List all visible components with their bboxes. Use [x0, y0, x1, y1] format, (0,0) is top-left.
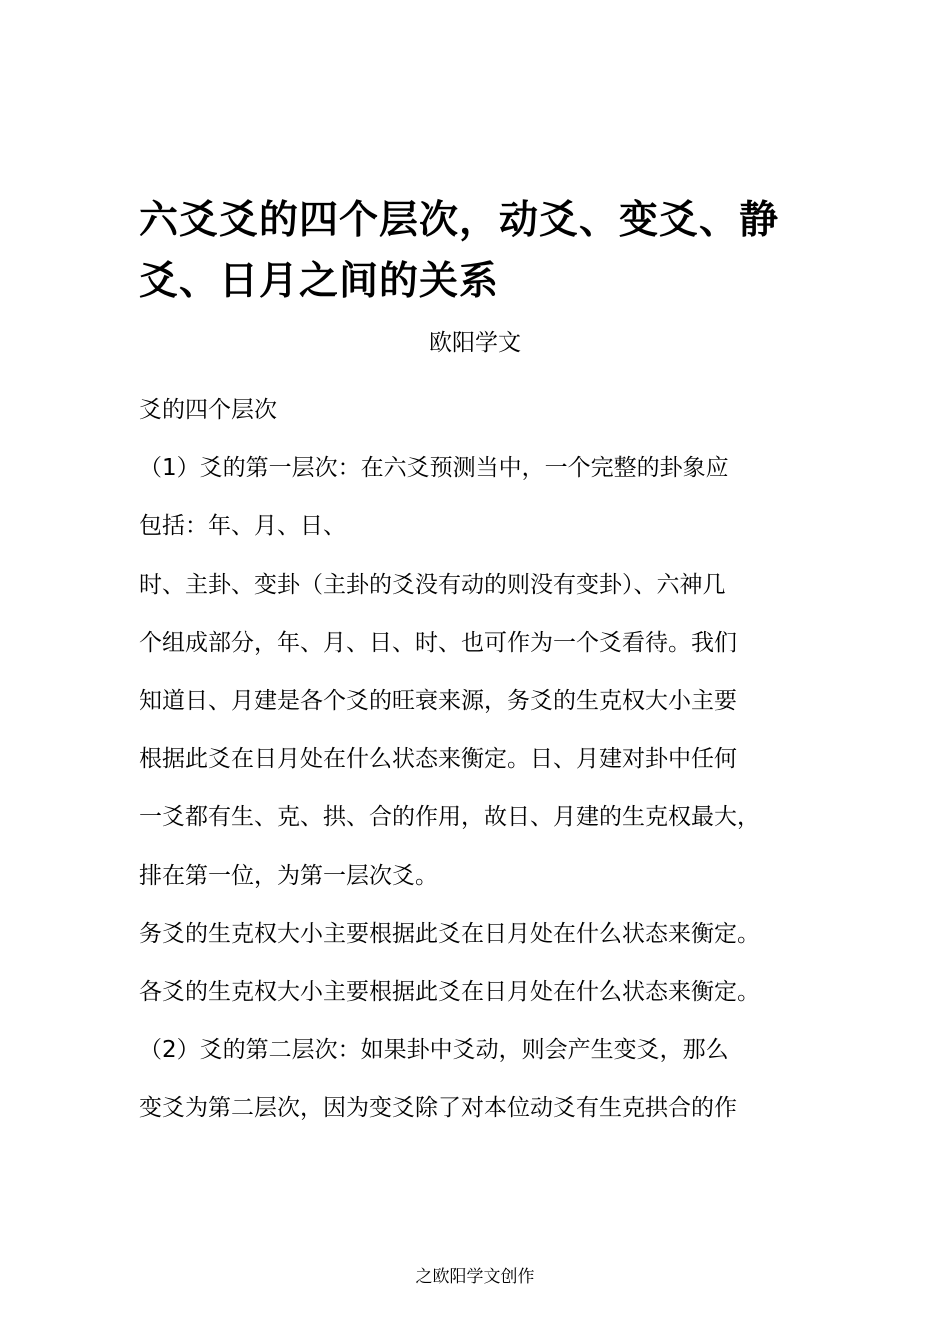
paragraph-line: （2）爻的第二层次：如果卦中爻动，则会产生变爻，那么	[139, 1037, 729, 1064]
title-line: 爻、日月之间的关系	[139, 259, 500, 304]
paragraph-line: 排在第一位，为第一层次爻。	[139, 862, 438, 889]
paragraph-line: 包括：年、月、日、	[139, 513, 346, 540]
paragraph-line: 知道日、月建是各个爻的旺衰来源，务爻的生克权大小主要	[139, 687, 737, 714]
paragraph-line: （1）爻的第一层次：在六爻预测当中，一个完整的卦象应	[139, 455, 729, 482]
paragraph-line: 根据此爻在日月处在什么状态来衡定。日、月建对卦中任何	[139, 746, 737, 773]
page-footer: 之欧阳学文创作	[415, 1267, 535, 1287]
paragraph-line: 时、主卦、变卦（主卦的爻没有动的则没有变卦）、六神几	[139, 571, 726, 598]
section-heading: 爻的四个层次	[139, 397, 277, 423]
paragraph-line: 个组成部分，年、月、日、时、也可作为一个爻看待。我们	[139, 629, 737, 656]
author-name: 欧阳学文	[429, 330, 521, 356]
paragraph-line: 务爻的生克权大小主要根据此爻在日月处在什么状态来衡定。	[139, 920, 760, 947]
paragraph-line: 变爻为第二层次，因为变爻除了对本位动爻有生克拱合的作	[139, 1095, 737, 1122]
body-text	[139, 381, 839, 1137]
document-title	[139, 190, 829, 312]
paragraph-line: 各爻的生克权大小主要根据此爻在日月处在什么状态来衡定。	[139, 978, 760, 1005]
title-line: 六爻爻的四个层次，动爻、变爻、静	[139, 198, 780, 243]
paragraph-line: 一爻都有生、克、拱、合的作用，故日、月建的生克权最大，	[139, 804, 760, 831]
